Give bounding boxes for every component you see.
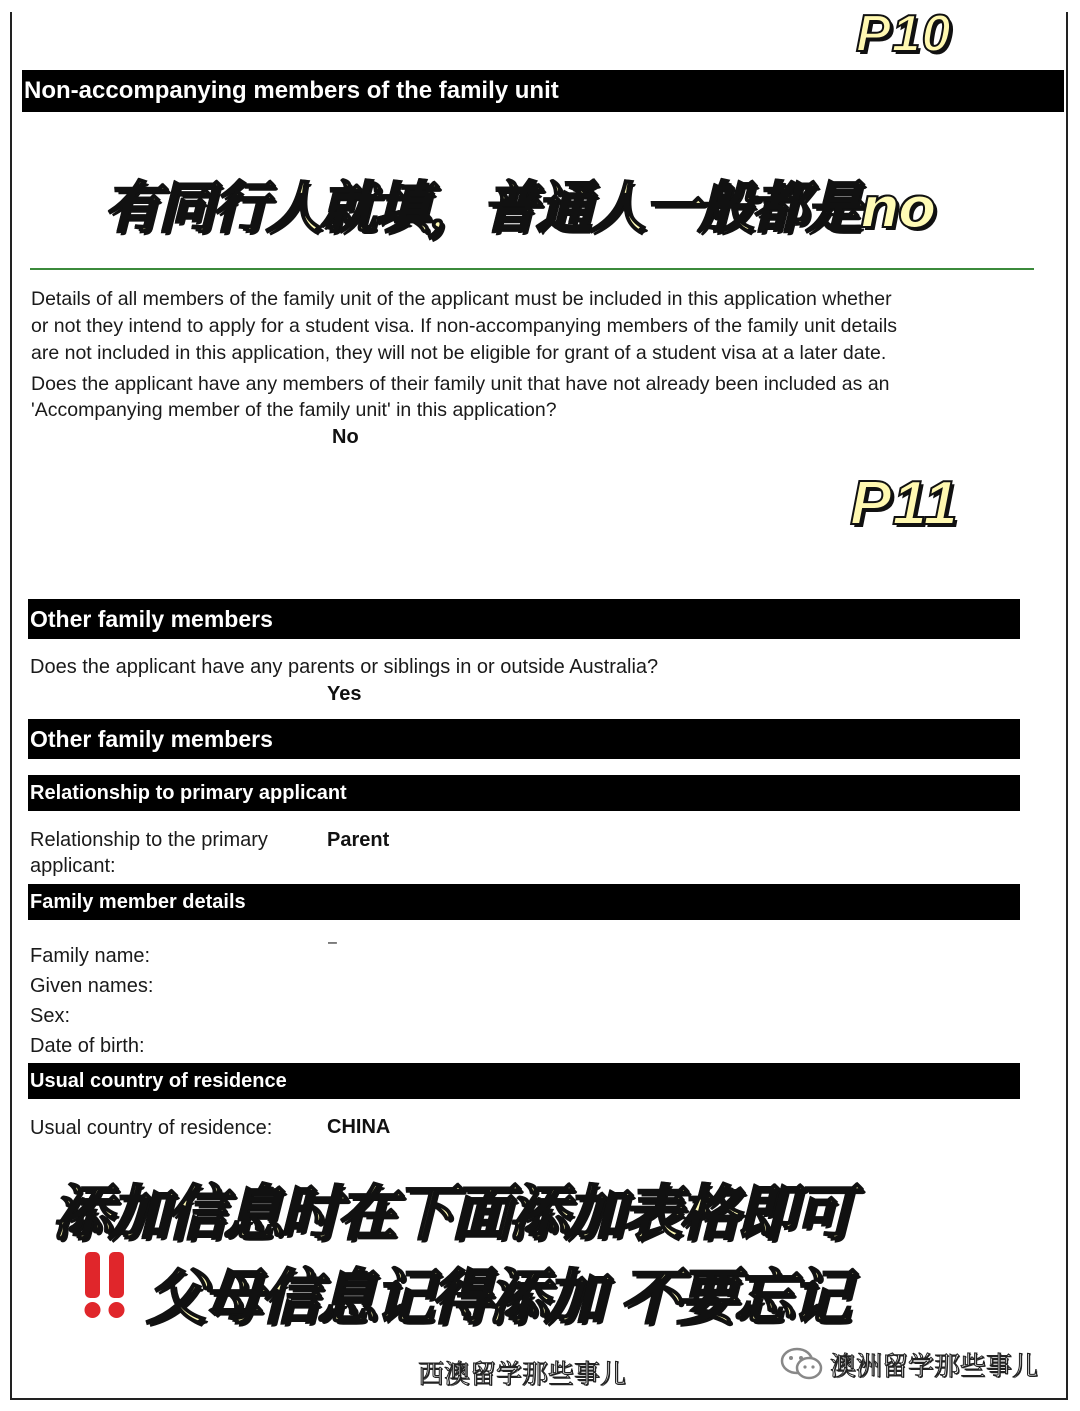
answer-family-unit: No bbox=[332, 426, 359, 448]
overlay-note-bottom-1: 添加信息时在下面添加表格即可 bbox=[52, 1179, 850, 1249]
section-title: Family member details bbox=[30, 890, 246, 913]
details-text-line-1: Details of all members of the family unit of the applicant must be included in this application whether bbox=[31, 288, 892, 310]
page-tag-p10: P10 bbox=[856, 5, 952, 63]
wechat-icon bbox=[780, 1346, 824, 1382]
sex-label: Sex: bbox=[30, 1005, 71, 1027]
section-header-other-family-1 bbox=[28, 599, 1020, 639]
relationship-label-line-1: Relationship to the primary bbox=[30, 829, 268, 851]
section-title: Other family members bbox=[30, 725, 273, 752]
details-text-line-3: are not included in this application, they will not be eligible for grant of a student visa at a later date. bbox=[31, 342, 887, 364]
double-exclamation-icon bbox=[82, 1250, 128, 1320]
video-caption: 西澳留学那些事儿 bbox=[418, 1360, 627, 1390]
section-header-relationship bbox=[28, 775, 1020, 811]
section-title: Non-accompanying members of the family unit bbox=[24, 77, 559, 104]
section-title: Relationship to primary applicant bbox=[30, 781, 347, 804]
wechat-account-name: 澳洲留学那些事儿 bbox=[830, 1352, 1039, 1382]
page-tag-p11: P11 bbox=[850, 469, 959, 538]
question-parents-siblings: Does the applicant have any parents or siblings in or outside Australia? bbox=[30, 656, 659, 678]
section-header-other-family-2 bbox=[28, 719, 1020, 759]
divider-rule bbox=[30, 268, 1034, 270]
section-header-non-accompanying bbox=[22, 70, 1064, 112]
date-of-birth-label: Date of birth: bbox=[30, 1035, 145, 1057]
section-header-family-member-details bbox=[28, 884, 1020, 920]
overlay-note-top: 有同行人就填，普通人一般都是no bbox=[104, 176, 935, 241]
relationship-value: Parent bbox=[327, 829, 390, 851]
question-family-unit-line-2: 'Accompanying member of the family unit' in this application? bbox=[31, 399, 557, 421]
section-header-usual-country bbox=[28, 1063, 1020, 1099]
country-value: CHINA bbox=[327, 1116, 391, 1138]
details-text-line-2: or not they intend to apply for a student visa. If non-accompanying members of the family unit details bbox=[31, 315, 898, 337]
question-family-unit-line-1: Does the applicant have any members of their family unit that have not already been included as an bbox=[31, 373, 890, 395]
overlay-note-bottom-2: 父母信息记得添加 不要忘记 bbox=[146, 1263, 848, 1333]
relationship-label-line-2: applicant: bbox=[30, 855, 116, 877]
family-name-label: Family name: bbox=[30, 945, 151, 967]
answer-parents-siblings: Yes bbox=[327, 683, 362, 705]
section-title: Other family members bbox=[30, 605, 273, 632]
family-name-value: – bbox=[328, 934, 337, 951]
country-label: Usual country of residence: bbox=[30, 1117, 273, 1139]
given-names-label: Given names: bbox=[30, 975, 154, 997]
section-title: Usual country of residence bbox=[30, 1069, 287, 1092]
